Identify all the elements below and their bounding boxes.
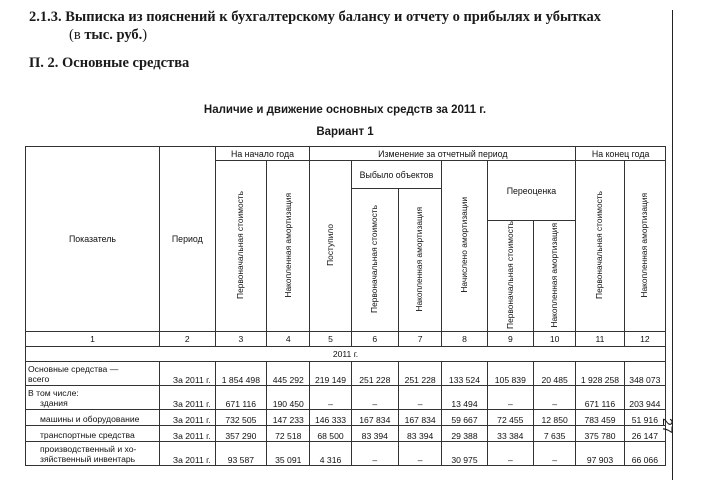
row-period: За 2011 г. xyxy=(159,409,215,425)
header-reval-initial-cost: Первоначальная стоимость xyxy=(487,221,533,332)
table-row xyxy=(26,441,666,465)
cell: 4 316 xyxy=(310,441,351,465)
unit-note xyxy=(29,26,649,44)
cell: – xyxy=(351,385,398,409)
row-period: За 2011 г. xyxy=(159,385,215,409)
fixed-assets-table xyxy=(25,146,666,466)
cell: 375 780 xyxy=(576,425,624,441)
col-num: 4 xyxy=(267,331,310,346)
cell: 51 916 xyxy=(624,409,665,425)
row-period: За 2011 г. xyxy=(159,361,215,385)
header-indicator: Показатель xyxy=(26,147,160,332)
row-period: За 2011 г. xyxy=(159,441,215,465)
cell: – xyxy=(399,441,442,465)
col-num: 12 xyxy=(624,331,665,346)
cell: 83 394 xyxy=(399,425,442,441)
table-row xyxy=(26,425,666,441)
cell: 35 091 xyxy=(267,441,310,465)
cell: – xyxy=(534,441,576,465)
row-period: За 2011 г. xyxy=(159,425,215,441)
cell: 219 149 xyxy=(310,361,351,385)
cell: 251 228 xyxy=(399,361,442,385)
cell: 732 505 xyxy=(215,409,267,425)
cell: – xyxy=(487,441,533,465)
cell: 29 388 xyxy=(442,425,487,441)
cell: 357 290 xyxy=(215,425,267,441)
cell: – xyxy=(310,385,351,409)
year-label: 2011 г. xyxy=(26,346,666,361)
cell: 97 903 xyxy=(576,441,624,465)
cell: – xyxy=(534,385,576,409)
row-label: производственный и хо- зяйственный инвентарь xyxy=(26,441,160,465)
col-num: 9 xyxy=(487,331,533,346)
unit-close: ) xyxy=(142,27,148,43)
unit-label: тыс. руб. xyxy=(84,27,143,43)
cell: 68 500 xyxy=(310,425,351,441)
cell: 167 834 xyxy=(399,409,442,425)
header-start-of-year: На начало года xyxy=(215,147,310,161)
header-reval-accum-depr: Накопленная амортизация xyxy=(534,221,576,332)
header-end-initial-cost: Первоначальная стоимость xyxy=(576,161,624,332)
column-number-row xyxy=(26,331,666,346)
header-row-1 xyxy=(26,147,666,161)
cell: 251 228 xyxy=(351,361,398,385)
header-revaluation: Переоценка xyxy=(487,161,576,221)
year-row xyxy=(26,346,666,361)
col-num: 10 xyxy=(534,331,576,346)
cell: 33 384 xyxy=(487,425,533,441)
row-label: машины и оборудование xyxy=(26,409,160,425)
col-num: 2 xyxy=(159,331,215,346)
col-num: 5 xyxy=(310,331,351,346)
header-start-initial-cost: Первоначальная стоимость xyxy=(215,161,267,332)
header-end-of-year: На конец года xyxy=(576,147,666,161)
col-num: 7 xyxy=(399,331,442,346)
cell: 83 394 xyxy=(351,425,398,441)
cell: 66 066 xyxy=(624,441,665,465)
row-label: Основные средства — всего xyxy=(26,361,160,385)
table-row xyxy=(26,385,666,409)
row-label: транспортные средства xyxy=(26,425,160,441)
cell: 1 928 258 xyxy=(576,361,624,385)
cell: 147 233 xyxy=(267,409,310,425)
cell: – xyxy=(351,441,398,465)
cell: 20 485 xyxy=(534,361,576,385)
variant-title: Вариант 1 xyxy=(316,126,374,138)
cell: 1 854 498 xyxy=(215,361,267,385)
col-num: 11 xyxy=(576,331,624,346)
cell: 671 116 xyxy=(576,385,624,409)
col-num: 1 xyxy=(26,331,160,346)
cell: 13 494 xyxy=(442,385,487,409)
section-heading xyxy=(29,8,649,44)
cell: – xyxy=(399,385,442,409)
cell: 445 292 xyxy=(267,361,310,385)
cell: 167 834 xyxy=(351,409,398,425)
cell: 26 147 xyxy=(624,425,665,441)
table-row xyxy=(26,409,666,425)
cell: 671 116 xyxy=(215,385,267,409)
header-period: Период xyxy=(159,147,215,332)
unit-open: (в xyxy=(69,27,81,43)
header-retired: Выбыло объектов xyxy=(351,161,442,189)
header-depr-charged: Начислено амортизации xyxy=(442,161,487,332)
header-retired-accum-depr: Накопленная амортизация xyxy=(399,189,442,332)
cell: 72 518 xyxy=(267,425,310,441)
header-end-accum-depr: Накопленная амортизация xyxy=(624,161,665,332)
cell: 72 455 xyxy=(487,409,533,425)
cell: 7 635 xyxy=(534,425,576,441)
page-number: 27 xyxy=(660,418,676,434)
cell: 133 524 xyxy=(442,361,487,385)
cell: 59 667 xyxy=(442,409,487,425)
section-heading-line1: 2.1.3. Выписка из пояснений к бухгалтерскому балансу и отчету о прибылях и убытках xyxy=(29,9,602,25)
cell: 30 975 xyxy=(442,441,487,465)
cell: 146 333 xyxy=(310,409,351,425)
cell: 783 459 xyxy=(576,409,624,425)
cell: 105 839 xyxy=(487,361,533,385)
cell: – xyxy=(487,385,533,409)
cell: 348 073 xyxy=(624,361,665,385)
col-num: 8 xyxy=(442,331,487,346)
row-label: В том числе: здания xyxy=(26,385,160,409)
cell: 93 587 xyxy=(215,441,267,465)
header-start-accum-depr: Накопленная амортизация xyxy=(267,161,310,332)
col-num: 3 xyxy=(215,331,267,346)
cell: 12 850 xyxy=(534,409,576,425)
page-margin-rule xyxy=(672,10,673,480)
cell: 190 450 xyxy=(267,385,310,409)
header-retired-initial-cost: Первоначальная стоимость xyxy=(351,189,398,332)
subheading: П. 2. Основные средства xyxy=(29,55,190,71)
header-received: Поступило xyxy=(310,161,351,332)
table-row xyxy=(26,361,666,385)
col-num: 6 xyxy=(351,331,398,346)
header-changes: Изменение за отчетный период xyxy=(310,147,576,161)
cell: 203 944 xyxy=(624,385,665,409)
table-title: Наличие и движение основных средств за 2011 г. xyxy=(203,104,487,116)
